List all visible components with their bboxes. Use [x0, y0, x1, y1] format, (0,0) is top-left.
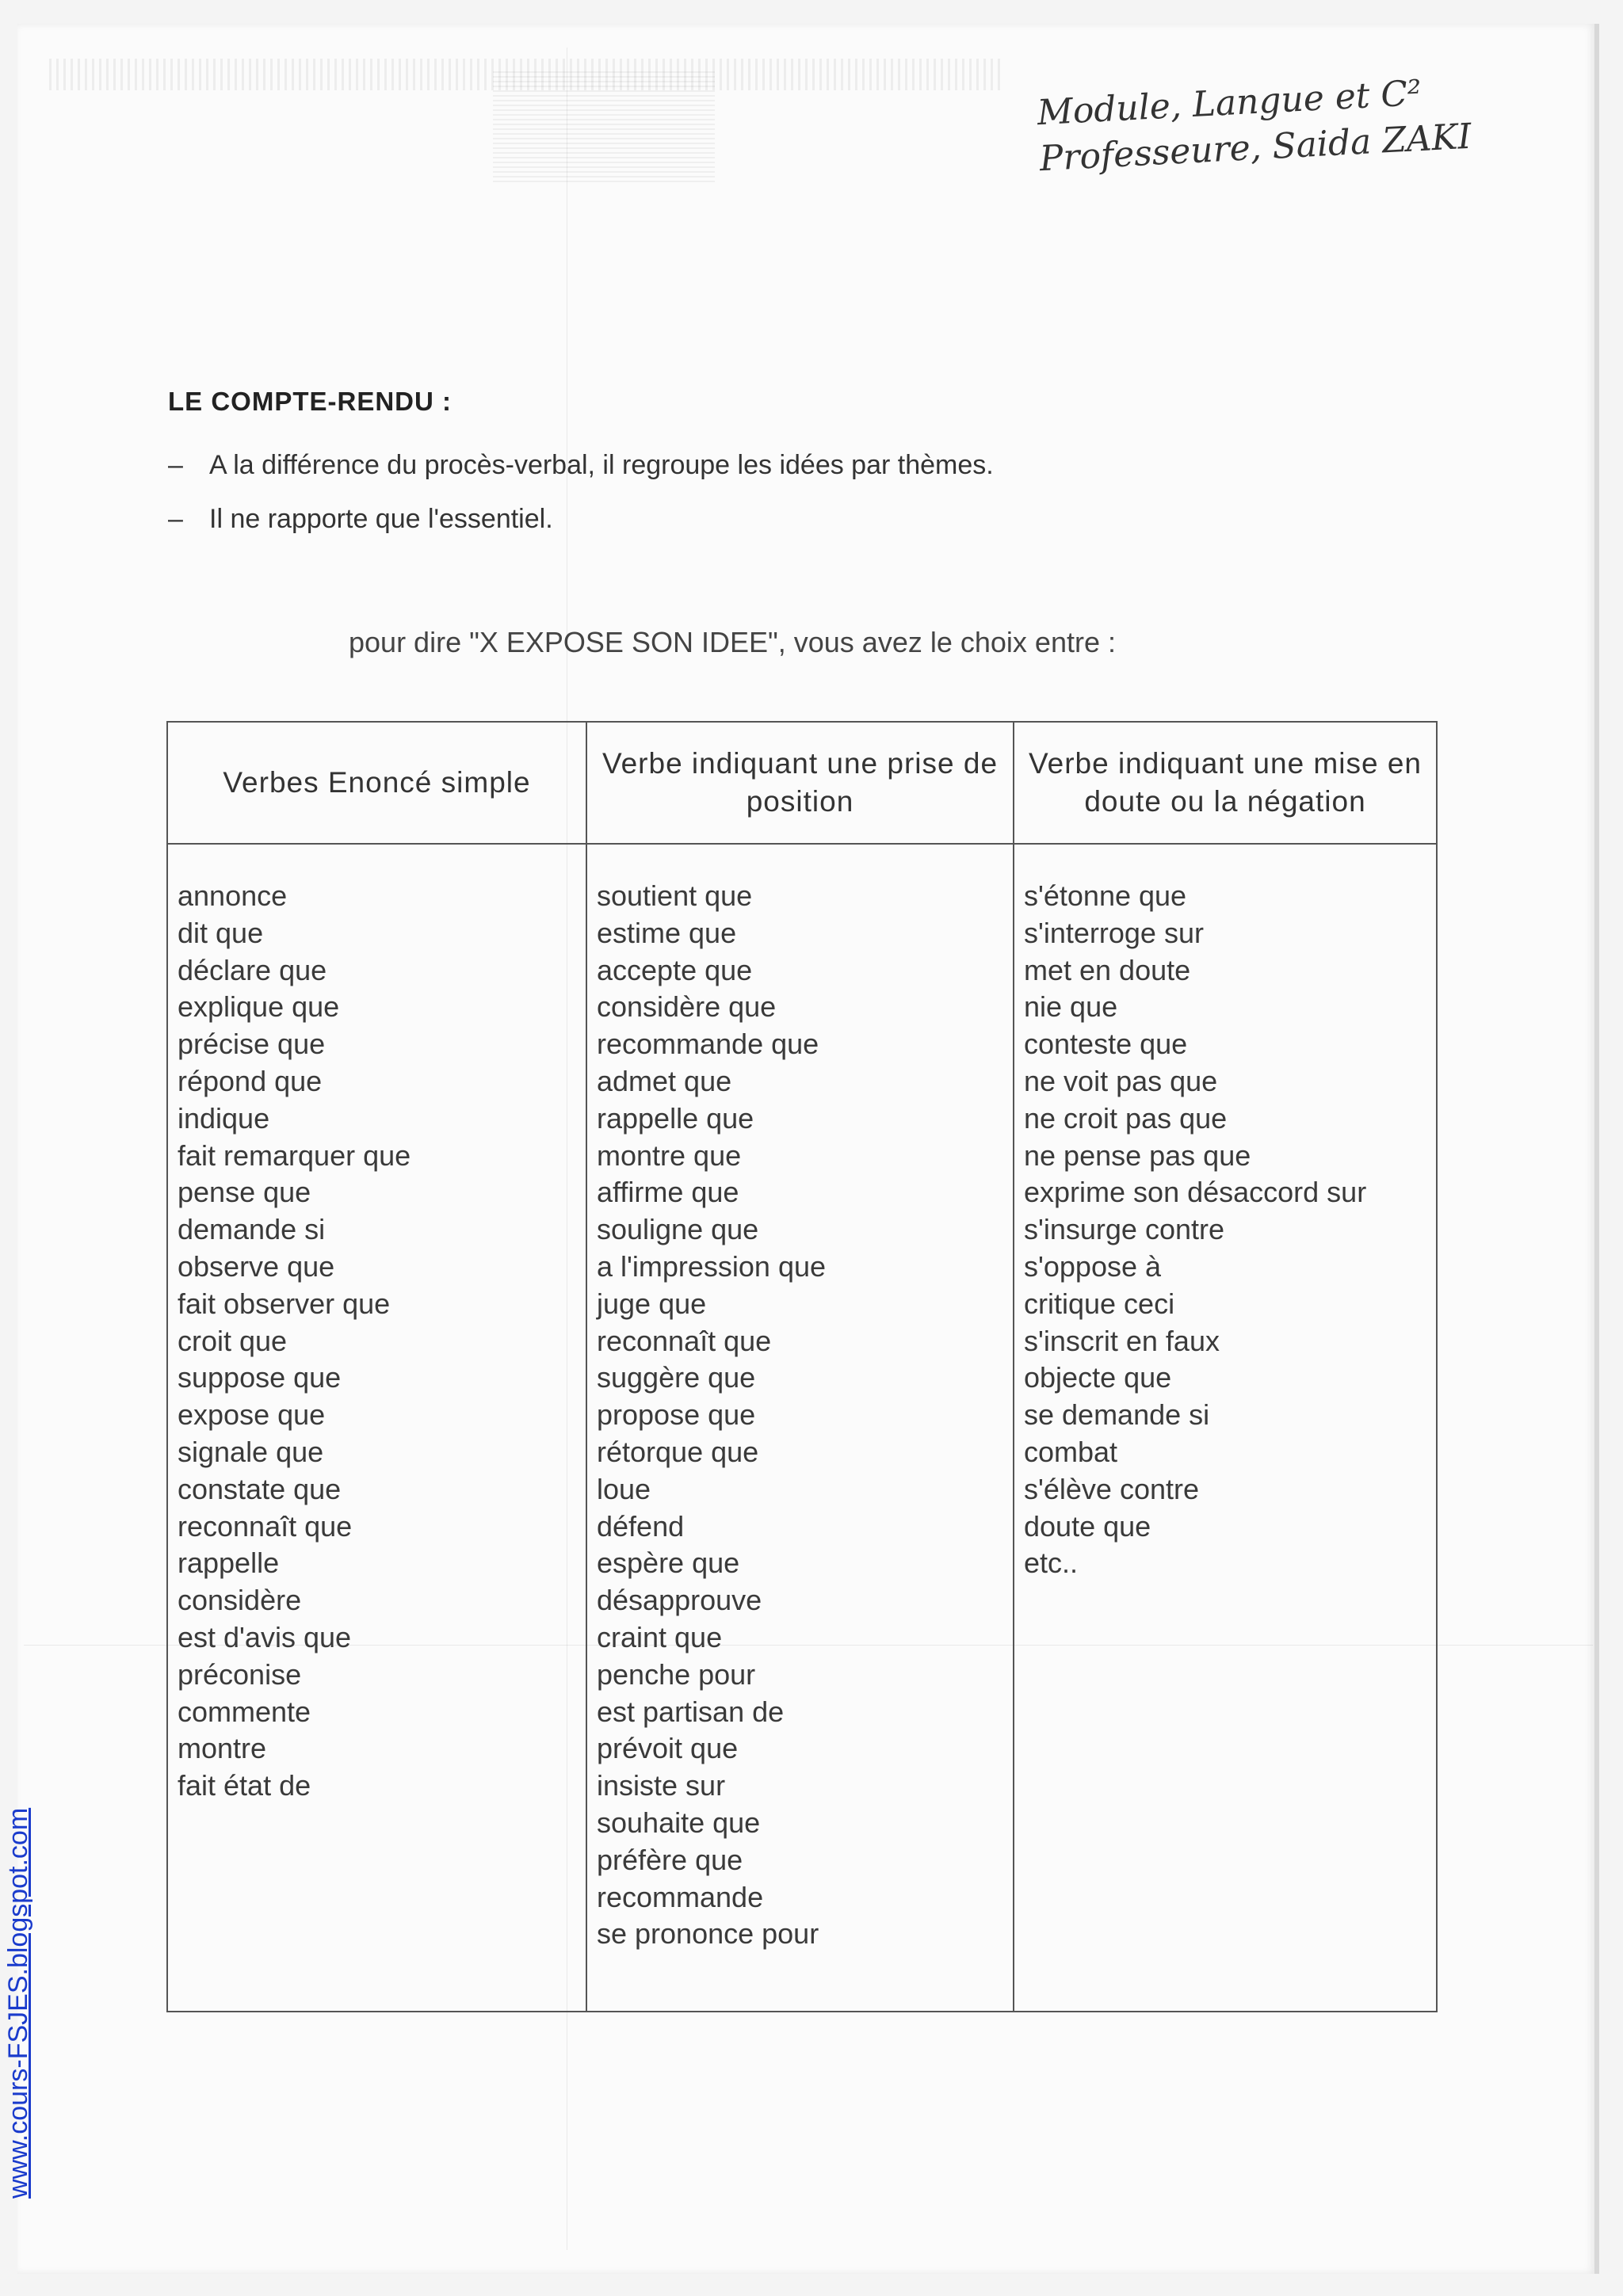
verb-item: défend [597, 1509, 685, 1543]
verb-item: se demande si [1024, 1398, 1210, 1432]
verb-item: est d'avis que [178, 1620, 352, 1653]
verb-item: préconise [178, 1657, 302, 1691]
verb-item: nie que [1024, 990, 1118, 1024]
verb-item: précise que [178, 1028, 326, 1061]
verb-item: reconnaît que [178, 1509, 353, 1543]
verb-item: souhaite que [597, 1806, 761, 1839]
verb-item: dit que [178, 916, 264, 949]
dash-glyph: – [168, 504, 183, 534]
verb-item: affirme que [597, 1176, 739, 1209]
verb-item: considère que [597, 990, 777, 1024]
handwritten-line-2: Professeure, Saida ZAKI [1038, 116, 1472, 180]
verb-item: penche pour [597, 1657, 756, 1691]
verb-item: insiste sur [597, 1769, 726, 1802]
verb-item: recommande [597, 1880, 764, 1913]
verb-list-position [597, 878, 1013, 1953]
verb-item: reconnaît que [597, 1324, 772, 1357]
verb-item: critique ceci [1024, 1287, 1175, 1320]
intro-text: pour dire "X EXPOSE SON IDEE", vous avez le choix entre : [349, 626, 1116, 658]
verb-item: ne pense pas que [1024, 1138, 1251, 1172]
verb-list-simple [178, 878, 586, 1805]
verb-item: accepte que [597, 953, 753, 986]
column-position [586, 844, 1014, 2012]
bullet-item [168, 504, 553, 535]
verb-item: s'élève contre [1024, 1472, 1199, 1505]
verb-item: prévoit que [597, 1732, 739, 1765]
verb-item: exprime son désaccord sur [1024, 1176, 1367, 1209]
verb-item: a l'impression que [597, 1249, 827, 1283]
verb-item: s'insurge contre [1024, 1213, 1225, 1246]
verb-item: montre que [597, 1138, 742, 1172]
verb-item: rétorque que [597, 1435, 759, 1468]
verb-item: rappelle [178, 1547, 280, 1580]
verb-item: demande si [178, 1213, 326, 1246]
verb-item: indique [178, 1101, 270, 1135]
verb-item: constate que [178, 1472, 342, 1505]
column-header-position: Verbe indiquant une prise de position [586, 722, 1014, 844]
verb-list-doubt [1024, 878, 1436, 1582]
verb-item: objecte que [1024, 1361, 1172, 1394]
handwritten-line-1: Module, Langue et C² [1036, 72, 1423, 134]
verb-item: conteste que [1024, 1028, 1188, 1061]
column-header-doubt: Verbe indiquant une mise en doute ou la négation [1014, 722, 1437, 844]
verb-item: met en doute [1024, 953, 1191, 986]
verb-item: estime que [597, 916, 737, 949]
dash-glyph: – [168, 450, 183, 480]
verb-item: ne voit pas que [1024, 1064, 1218, 1097]
verb-item: combat [1024, 1435, 1118, 1468]
verb-item: juge que [597, 1287, 707, 1320]
verb-table [166, 721, 1438, 2012]
verb-item: observe que [178, 1249, 335, 1283]
verb-item: fait état de [178, 1769, 311, 1802]
watermark-link[interactable]: www.cours-FSJES.blogspot.com [3, 1807, 33, 2199]
verb-item: désapprouve [597, 1584, 762, 1617]
verb-item: doute que [1024, 1509, 1151, 1543]
verb-item: recommande que [597, 1028, 819, 1061]
verb-item: propose que [597, 1398, 756, 1432]
verb-item: répond que [178, 1064, 323, 1097]
verb-item: fait observer que [178, 1287, 391, 1320]
bullet-item [168, 450, 994, 481]
verb-item: suggère que [597, 1361, 756, 1394]
verb-item: est partisan de [597, 1695, 785, 1728]
verb-item: déclare que [178, 953, 327, 986]
bullet-text: Il ne rapporte que l'essentiel. [209, 504, 553, 534]
column-simple [167, 844, 586, 2012]
verb-item: espère que [597, 1547, 740, 1580]
verb-item: loue [597, 1472, 651, 1505]
verb-item: admet que [597, 1064, 732, 1097]
column-header-simple: Verbes Enoncé simple [167, 722, 586, 844]
verb-item: s'inscrit en faux [1024, 1324, 1220, 1357]
verb-item: souligne que [597, 1213, 759, 1246]
verb-item: montre [178, 1732, 267, 1765]
column-doubt [1014, 844, 1437, 2012]
verb-item: suppose que [178, 1361, 342, 1394]
section-heading: LE COMPTE-RENDU : [168, 387, 452, 416]
verb-item: ne croit pas que [1024, 1101, 1228, 1135]
verb-item: se prononce pour [597, 1917, 819, 1951]
verb-item: s'oppose à [1024, 1249, 1162, 1283]
verb-item: craint que [597, 1620, 723, 1653]
verb-item: considère [178, 1584, 302, 1617]
verb-item: expose que [178, 1398, 326, 1432]
verb-item: soutient que [597, 879, 753, 912]
scan-artifact [493, 71, 715, 182]
verb-item: etc.. [1024, 1547, 1079, 1580]
verb-item: croit que [178, 1324, 288, 1357]
verb-item: explique que [178, 990, 340, 1024]
verb-item: s'interroge sur [1024, 916, 1204, 949]
verb-item: fait remarquer que [178, 1138, 411, 1172]
verb-item: s'étonne que [1024, 879, 1187, 912]
verb-item: commente [178, 1695, 311, 1728]
verb-item: signale que [178, 1435, 324, 1468]
verb-item: annonce [178, 879, 288, 912]
verb-item: rappelle que [597, 1101, 754, 1135]
verb-item: préfère que [597, 1843, 743, 1876]
bullet-text: A la différence du procès-verbal, il regroupe les idées par thèmes. [209, 450, 994, 480]
verb-item: pense que [178, 1176, 311, 1209]
